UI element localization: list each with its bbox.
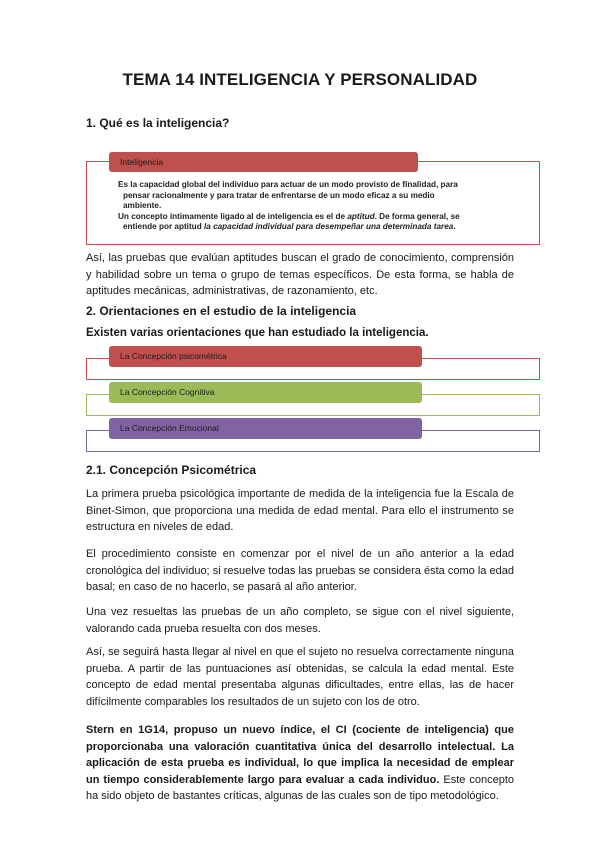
procedure-paragraph: El procedimiento consiste en comenzar por el nivel de un año anterior a la edad cronológica del individuo; si resuelve todas las pruebas se considera ésta como la edad basal; en caso de no hacerlo, se pasará al año anterior. [86,548,514,593]
iq-paragraph [86,722,514,805]
orientations-lead: Existen varias orientaciones que han estudiado la inteligencia. [86,327,429,339]
definition-line: ambiente. [123,201,162,210]
definition-line: Es la capacidad global del individuo para actuar de un modo provisto de finalidad, para [118,180,458,189]
aptitude-line: Un concepto íntimamente ligado al de inteligencia es el de aptitud. De forma general, se [118,211,460,221]
orientation-psicometrica: La Concepción psicométrica [109,346,422,367]
next-level-paragraph: Una vez resueltas las pruebas de un año completo, se sigue con el nivel siguiente, valorando cada prueba resuelta con dos meses. [86,606,514,635]
mental-age-paragraph: Así, se seguirá hasta llegar al nivel en que el sujeto no resuelva correctamente ninguna prueba. A partir de las puntuaciones así obtenidas, se calcula la edad mental. Este concepto de edad mental presentaba algunas dificultades, entre ellas, las de hacer difícilmente comparables los resultados de un sujeto con los de otro. [86,646,514,708]
section-2-1-heading: 2.1. Concepción Psicométrica [86,463,257,477]
definition-box-header: Inteligencia [109,152,418,172]
orientation-emocional: La Concepción Emocional [109,418,422,439]
iq-rest-text: Este concepto ha sido objeto de bastantes críticas, algunas de las cuales son de tipo metodológico. [86,773,514,802]
section-1-heading: 1. Qué es la inteligencia? [86,116,230,130]
aptitude-line: entiende por aptitud la capacidad individual para desempeñar una determinada tarea. [123,222,456,231]
orientation-cognitiva: La Concepción Cognitiva [109,382,422,403]
aptitudes-paragraph: Así, las pruebas que evalúan aptitudes buscan el grado de conocimiento, comprensión y habilidad sobre un tema o grupo de temas específicos. De esta forma, se habla de aptitudes mecánicas, administrativas, de razonamiento, etc. [86,252,514,297]
iq-bold-text: Stern en 1G14, propuso un nuevo índice, el CI (cociente de inteligencia) que proporcionaba una valoración cuantitativa única del desarrollo intelectual. La aplicación de esta prueba es individual, lo que implica la necesidad de emplear un tiempo considerablemente largo para evaluar a cada individuo. [86,724,514,786]
binet-simon-paragraph: La primera prueba psicológica importante de medida de la inteligencia fue la Escala de Binet-Simon, que proporciona una medida de edad mental. Para ello el instrumento se estructura en niveles de edad. [86,488,514,533]
definition-box-body [118,180,498,233]
page-title: TEMA 14 INTELIGENCIA Y PERSONALIDAD [122,70,478,89]
section-2-heading: 2. Orientaciones en el estudio de la inteligencia [86,304,357,318]
definition-line: pensar racionalmente y para tratar de enfrentarse de un modo eficaz a su medio [123,190,435,200]
